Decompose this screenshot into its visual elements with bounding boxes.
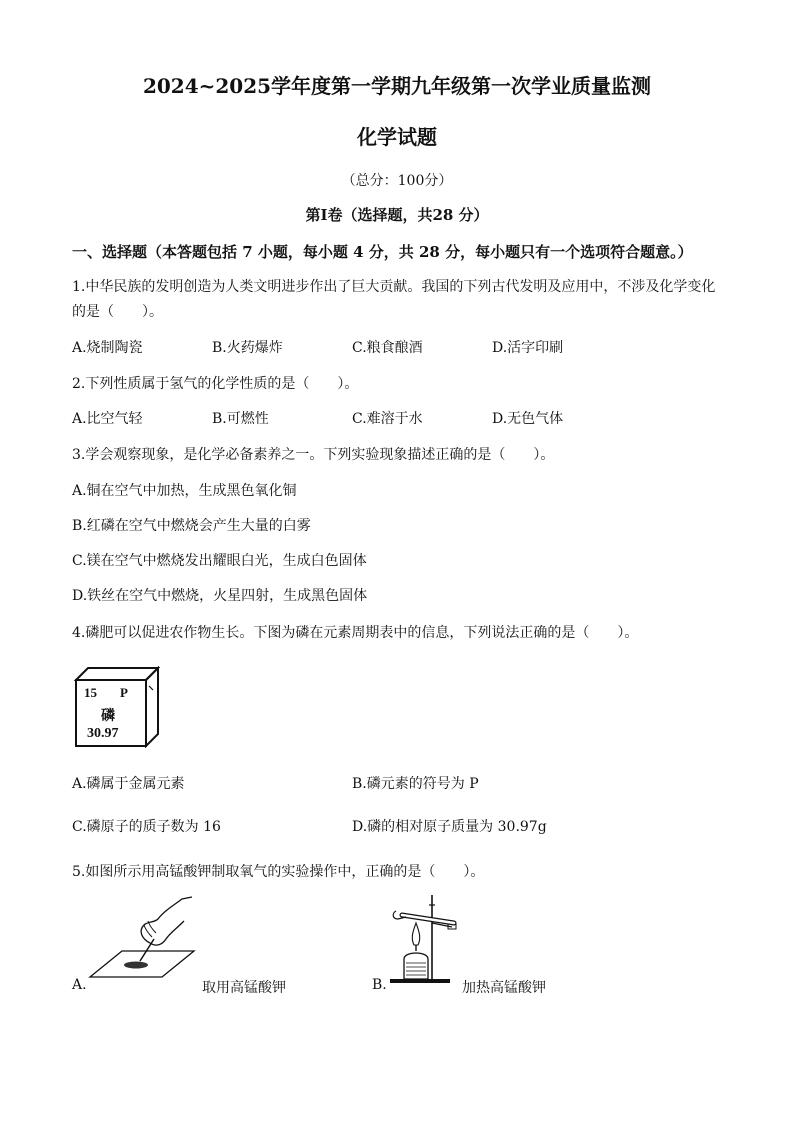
- q3-stem: 3.学会观察现象，是化学必备素养之一。下列实验现象描述正确的是（ ）。: [72, 447, 555, 463]
- element-cell-figure: [74, 664, 160, 750]
- q3-option-a: A.铜在空气中加热，生成黑色氧化铜: [72, 483, 297, 499]
- q3-option-b: B.红磷在空气中燃烧会产生大量的白雾: [72, 518, 311, 534]
- element-symbol: P: [120, 685, 128, 700]
- subject-title: 化学试题: [357, 125, 437, 149]
- element-mass: 30.97: [87, 726, 119, 741]
- q4-option-b: B.磷元素的符号为 P: [352, 776, 479, 792]
- q3-option-c: C.镁在空气中燃烧发出耀眼白光，生成白色固体: [72, 553, 367, 569]
- q2-stem: 2.下列性质属于氢气的化学性质的是（ ）。: [72, 376, 359, 392]
- q2-option-a: A.比空气轻: [72, 411, 143, 427]
- q2-option-d: D.无色气体: [492, 411, 564, 427]
- part1-heading: 一、选择题（本答题包括 7 小题，每小题 4 分，共 28 分，每小题只有一个选项符合题意。）: [72, 243, 693, 261]
- q5-option-a-letter: A.: [72, 977, 87, 993]
- q2-option-b: B.可燃性: [212, 411, 269, 427]
- q5-option-b-letter: B.: [372, 977, 387, 993]
- element-number: 15: [84, 685, 97, 700]
- q2-option-c: C.难溶于水: [352, 411, 423, 427]
- q1-option-d: D.活字印刷: [492, 340, 564, 356]
- q3-option-d: D.铁丝在空气中燃烧，火星四射，生成黑色固体: [72, 588, 368, 604]
- heating-apparatus-figure: [388, 893, 468, 985]
- q1-option-c: C.粮食酿酒: [352, 340, 423, 356]
- q4-option-c: C.磷原子的质子数为 16: [72, 819, 221, 835]
- q4-option-a: A.磷属于金属元素: [72, 776, 185, 792]
- q4-stem: 4.磷肥可以促进农作物生长。下图为磷在元素周期表中的信息，下列说法正确的是（ ）。: [72, 625, 639, 641]
- q1-option-a: A.烧制陶瓷: [72, 340, 143, 356]
- q4-option-d: D.磷的相对原子质量为 30.97g: [352, 819, 547, 835]
- section-title: 第Ⅰ卷（选择题，共28 分）: [305, 206, 489, 224]
- q1-stem-line1: 1.中华民族的发明创造为人类文明进步作出了巨大贡献。我国的下列古代发明及应用中，不涉及化学变化: [72, 279, 716, 295]
- q1-option-b: B.火药爆炸: [212, 340, 283, 356]
- total-score: （总分：100分）: [341, 173, 453, 189]
- q5-stem: 5.如图所示用高锰酸钾制取氧气的实验操作中，正确的是（ ）。: [72, 864, 485, 880]
- q1-stem-line2: 的是（ ）。: [72, 304, 163, 320]
- element-name: 磷: [101, 709, 115, 724]
- q5-option-b-caption: 加热高锰酸钾: [462, 980, 546, 996]
- q5-option-a-caption: 取用高锰酸钾: [202, 980, 286, 996]
- exam-title: 2024~2025学年度第一学期九年级第一次学业质量监测: [142, 74, 652, 98]
- hand-spoon-figure: [88, 895, 198, 985]
